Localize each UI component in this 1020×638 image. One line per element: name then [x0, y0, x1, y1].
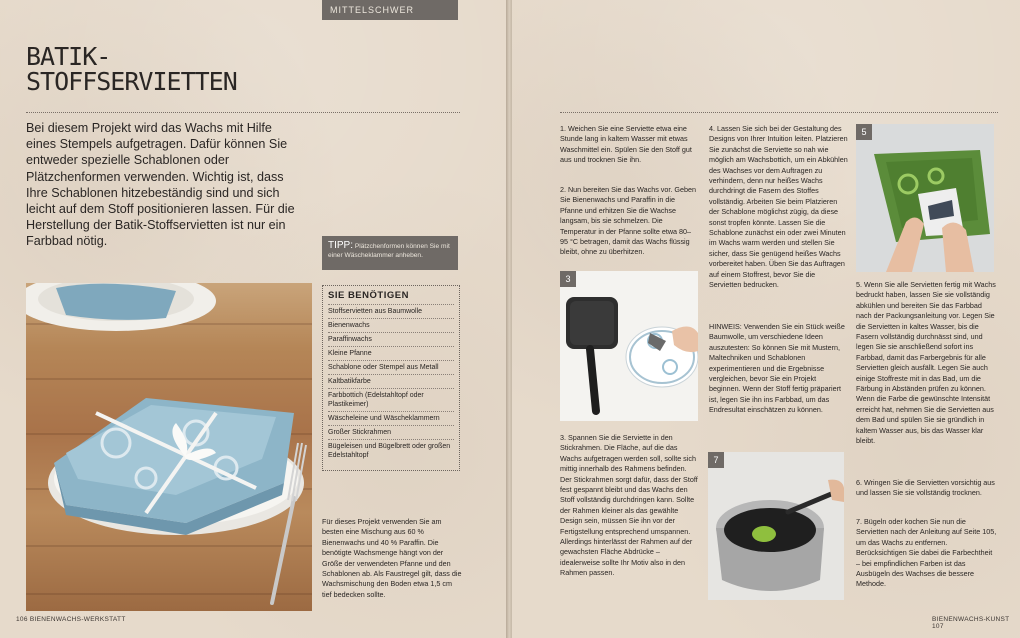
- materials-box: [322, 285, 460, 471]
- step-6: 6. Wringen Sie die Servietten vorsichtig aus und lassen Sie sie vollständig trocknen.: [856, 478, 995, 498]
- step-number-badge: 5: [856, 124, 872, 140]
- materials-item: Kaltbatikfarbe: [328, 374, 454, 388]
- section-label: BIENENWACHS-KUNST: [932, 616, 1010, 623]
- materials-item: Paraffinwachs: [328, 332, 454, 346]
- tip-label: TIPP:: [328, 240, 354, 251]
- title-line-2: STOFFSERVIETTEN: [26, 67, 237, 96]
- step-3: 3. Spannen Sie die Serviette in den Stickrahmen. Die Fläche, auf die das Wachs aufgetragen werden soll, sollte sich mittig innerhalb des Rahmens befinden. Der Stickrahmen sorgt dafür, dass der Stoff fest gespannt bleibt und das Wachs den Stoff vollständig durchdringen kann. Sollte der Rahmen kleiner als das gewählte Design sein, müssen Sie ihn vor der Fertigstellung entsprechend umspannen. Allerdings hinterlässt der Rahmen auf der gewachsten Fläche Abdrücke – idealerweise sollte Ihr Motiv also in den Rahmen passen.: [560, 433, 698, 578]
- step-2: 2. Nun bereiten Sie das Wachs vor. Geben Sie Bienenwachs und Paraffin in die Pfanne und erhitzen Sie die Wachse langsam, bis sie schmelzen. Die Temperatur in der Pfanne sollte etwa 80–95 °C betragen, damit das Wachs flüssig bleibt, ohne zu überhitzen.: [560, 185, 696, 257]
- step-number-badge: 3: [560, 271, 576, 287]
- materials-item: Farbbottich (Edelstahltopf oder Plastikeimer): [328, 388, 454, 411]
- page-number: 106: [16, 616, 28, 623]
- left-footer: [16, 616, 126, 623]
- step-5: 5. Wenn Sie alle Servietten fertig mit Wachs bedruckt haben, lassen Sie sie vollständig abkühlen und bereiten Sie das Farbbad nach der Packungsanleitung vor. Legen Sie die Servietten in kaltes Wasser, bis die Fasern vollständig durchnässt sind, und legen Sie sie anschließend sofort ins Farbbad, damit das Farbergebnis für alle Servietten gleich ausfällt. Legen Sie auch einige Stoffreste mit in das Bad, um die Färbung in Abständen prüfen zu können. Wenn die Farbe die gewünschte Intensität erreicht hat, nehmen Sie die Servietten aus dem Bad und spülen Sie sie gründlich in kaltem Wasser aus, bis das Wasser klar bleibt.: [856, 280, 996, 446]
- right-page: [512, 0, 1020, 638]
- intro-paragraph: Bei diesem Projekt wird das Wachs mit Hilfe eines Stempels aufgetragen. Dafür können Sie entweder spezielle Schablonen oder Plätzchenformen verwenden. Wichtig ist, dass Ihre Schablonen hitzebeständig sind und sich leicht auf dem Stoff positionieren lassen. Für die Herstellung der Batik-Stoffservietten ist nur ein Farbbad nötig.: [26, 121, 295, 249]
- hint: HINWEIS: Verwenden Sie ein Stück weiße Baumwolle, um verschiedene Ideen auszutesten: So können Sie mit Mustern, Maltechniken und Schablonen experimentieren und die Ergebnisse vergleichen, bevor Sie ein Projekt beginnen. Wenn der Stoff fertig präpariert ist, legen Sie ihn ins Farbbad, um das Endresultat einschätzen zu können.: [709, 322, 845, 415]
- step-1: 1. Weichen Sie eine Serviette etwa eine Stunde lang in kaltem Wasser mit etwas Waschmittel ein. Spülen Sie den Stoff gut aus und trocknen Sie ihn.: [560, 124, 692, 165]
- materials-title: SIE BENÖTIGEN: [328, 290, 409, 301]
- materials-item: Kleine Pfanne: [328, 346, 454, 360]
- divider: [26, 112, 460, 113]
- step-3-photo: [560, 271, 698, 421]
- divider: [560, 112, 998, 113]
- step-5-photo: [856, 124, 994, 272]
- materials-item: Bienenwachs: [328, 318, 454, 332]
- difficulty-label: MITTELSCHWER: [322, 0, 458, 20]
- step-7-photo: [708, 452, 844, 600]
- materials-item: Wäscheleine und Wäscheklammern: [328, 411, 454, 425]
- wax-mix-note: Für dieses Projekt verwenden Sie am besten eine Mischung aus 60 % Bienenwachs und 40 % Paraffin. Die benötigte Wachsmenge hängt von der Größe der verwendeten Pfanne und den Schablonen ab. Als Faustregel gilt, dass die Wachsmischung den Boden etwa 1,5 cm tief bedecken sollte.: [322, 517, 462, 599]
- tip-text: Plätzchenformen können Sie mit einer Wäscheklammer anheben.: [328, 243, 450, 259]
- tip-box: [322, 236, 458, 270]
- title-line-1: BATIK-: [26, 42, 111, 71]
- step-7: 7. Bügeln oder kochen Sie nun die Servietten nach der Anleitung auf Seite 105, um das Wachs zu entfernen. Berücksichtigen Sie dabei die Farbechtheit – bei empfindlichen Farben ist das Ausbügeln des Wachses die bessere Methode.: [856, 517, 997, 589]
- left-page: [0, 0, 508, 638]
- materials-item: Großer Stickrahmen: [328, 425, 454, 439]
- step-4: 4. Lassen Sie sich bei der Gestaltung des Designs von Ihrer Intuition leiten. Platzieren Sie zunächst die Serviette so nah wie möglich am Wachsbottich, um ein Abkühlen des Wachses vor dem Auftragen zu verhindern, denn nur heißes Wachs durchdringt die Fasern des Stoffes vollständig. Arbeiten Sie beim Platzieren der Schablone möglichst zügig, da diese sonst tropfen könnte. Lassen Sie die Schablone zunächst ein oder zwei Minuten im Wachs warm werden und stellen Sie sicher, dass Sie genügend heißes Wachs vorbereitet haben. Üben Sie das Auftragen auf einem Stoffrest, bevor Sie die Servietten bedrucken.: [709, 124, 848, 290]
- page-title: [26, 44, 237, 94]
- step-number-badge: 7: [708, 452, 724, 468]
- napkins-photo: [26, 283, 312, 611]
- materials-item: Schablone oder Stempel aus Metall: [328, 360, 454, 374]
- page-number: 107: [932, 623, 944, 630]
- materials-item: Bügeleisen und Bügelbrett oder großen Edelstahltopf: [328, 439, 454, 462]
- materials-item: Stoffservietten aus Baumwolle: [328, 304, 454, 318]
- right-footer: [932, 616, 1020, 630]
- section-label: BIENENWACHS-WERKSTATT: [29, 616, 126, 623]
